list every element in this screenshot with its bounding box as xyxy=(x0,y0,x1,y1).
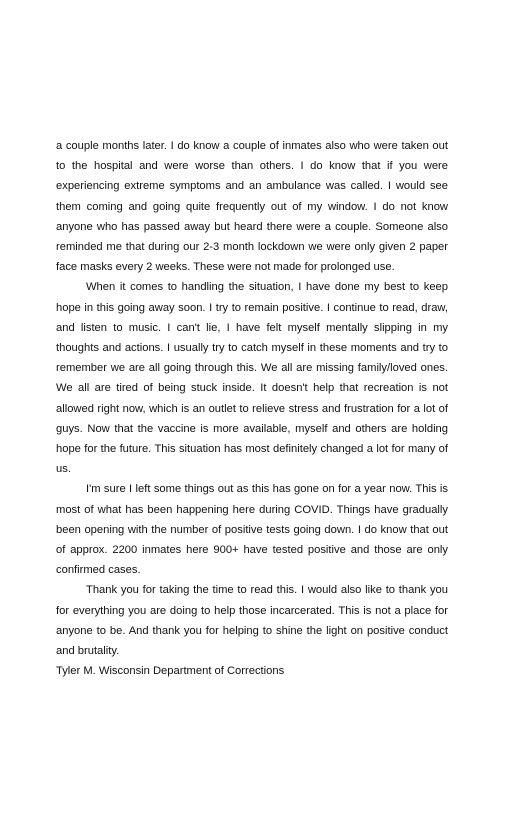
signature-line: Tyler M. Wisconsin Department of Corrections xyxy=(56,665,285,678)
paragraph-continuation: a couple months later. I do know a couple of inmates also who were taken out to the hospital and were worse than others. I do know that if you were experiencing extreme symptoms and an ambulance was called. I would see them coming and going quite frequently out of my window. I do not know anyone who has passed away but heard there were a couple. Someone also reminded me that during our 2-3 month lockdown we were only given 2 paper face masks every 2 weeks. These were not made for prolonged use. xyxy=(56,140,448,274)
paragraph-handling-situation: When it comes to handling the situation, I have done my best to keep hope in this going away soon. I try to remain positive. I continue to read, draw, and listen to music. I can't lie, I have felt myself mentally slipping in my thoughts and actions. I usually try to catch myself in these moments and try to remember we are all going through this. We all are missing family/loved ones. We all are tired of being stuck inside. It doesn't help that recreation is not allowed right now, which is an outlet to relieve stress and frustration for a lot of guys. Now that the vaccine is more available, myself and others are holding hope for the future. This situation has most definitely changed a lot for many of us. xyxy=(56,281,448,476)
paragraph-covid-summary: I'm sure I left some things out as this has gone on for a year now. This is most of what has been happening here during COVID. Things have gradually been opening with the number of positive tests going down. I do know that out of approx. 2200 inmates here 900+ have tested positive and those are only confirmed cases. xyxy=(56,483,448,577)
paragraph-thank-you: Thank you for taking the time to read this. I would also like to thank you for everything you are doing to help those incarcerated. This is not a place for anyone to be. And thank you for helping to shine the light on positive conduct and brutality. xyxy=(56,584,448,658)
letter-body xyxy=(56,136,448,681)
